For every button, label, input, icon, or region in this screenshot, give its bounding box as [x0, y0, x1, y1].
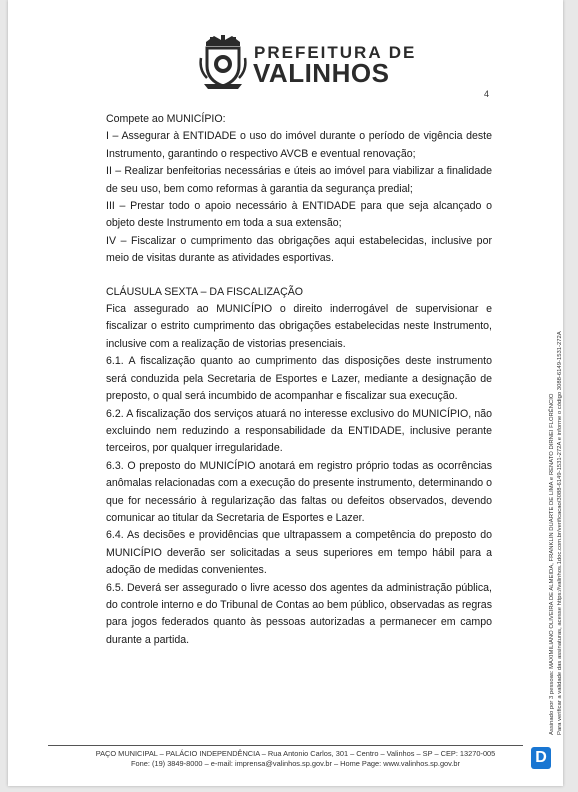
clause-title: CLÁUSULA SEXTA – DA FISCALIZAÇÃO [106, 285, 304, 298]
signature-verification: Para verificar a validade das assinaturas, acesse https://valinhos.1doc.com.br/verificacao/3088-6149-1531-272A e informe o código 3088-6149-1531-272A [557, 331, 563, 735]
clause-paragraph: 6.3. O preposto do MUNICÍPIO anotará em registro próprio todas as ocorrências anômalas relacionadas com a execução do presente instrumento, determinando o que for necessário à regularização das faltas ou defeitos observados, devendo comunicar ao titular da Secretaria de Esportes e Lazer. [106, 459, 492, 524]
brand-valinhos-text: VALINHOS [253, 58, 390, 88]
footer-contact: Fone: (19) 3849-8000 – e-mail: imprensa@valinhos.sp.gov.br – Home Page: www.valinhos.sp.gov.br [131, 759, 460, 768]
paragraph-spacer [106, 268, 492, 284]
clause-paragraph: Fica assegurado ao MUNICÍPIO o direito inderrogável de supervisionar e fiscalizar o estrito cumprimento das obrigações estabelecidas neste Instrumento, inclusive com a realização de vistorias presenciais. [106, 303, 492, 350]
footer-divider [48, 745, 523, 746]
clause-paragraph: 6.2. A fiscalização dos serviços atuará no interesse exclusivo do MUNICÍPIO, não excluindo nem reduzindo a responsabilidade da ENTIDADE, inclusive perante terceiros, por qualquer irregularidade. [106, 407, 492, 455]
page-footer [48, 749, 543, 769]
brand-prefeitura-text: PREFEITURA DE [254, 43, 417, 62]
clause-paragraph: 6.4. As decisões e providências que ultrapassem a competência do preposto do MUNICÍPIO deverão ser solicitadas a seus superiores em tempo hábil para a adoção de medidas convenientes. [106, 529, 492, 577]
signature-notice [548, 331, 564, 735]
document-page [8, 0, 563, 786]
obligation-item-2: II – Realizar benfeitorias necessárias e úteis ao imóvel para viabilizar a finalidade de seu uso, bem como reformas à garantia da segurança predial; [106, 165, 492, 195]
obligation-item-4: IV – Fiscalizar o cumprimento das obrigações aqui estabelecidas, inclusive por meio de visitas durante as atividades esportivas. [106, 234, 492, 265]
clause-paragraph: 6.1. A fiscalização quanto ao cumprimento das disposições deste instrumento será conduzida pela Secretaria de Esportes e Lazer, mediante a designação de preposto, o qual será incumbido de acompanhar e fiscalizar sua execução. [106, 355, 492, 403]
1doc-badge-icon[interactable]: D [531, 747, 551, 769]
obligation-item-3: III – Prestar todo o apoio necessário à ENTIDADE para que seja alcançado o objeto deste Instrumento em toda a sua extensão; [106, 200, 492, 230]
page-number: 4 [484, 89, 490, 99]
signature-signers: Assinado por 3 pessoas: MAXIMILIANO OLIVEIRA DE ALMEIDA, FRANKLIN DUARTE DE LIMA e RENATO DIRNEI FLORÊNCIO [549, 393, 555, 735]
document-body [106, 111, 492, 649]
obligation-item-1: I – Assegurar à ENTIDADE o uso do imóvel durante o período de vigência deste Instrumento, garantindo o respectivo AVCB e eventual renovação; [106, 130, 492, 160]
lead-paragraph: Compete ao MUNICÍPIO: [106, 113, 226, 125]
clause-paragraph: 6.5. Deverá ser assegurado o livre acesso dos agentes da administração pública, do controle interno e do Tribunal de Contas ao bem público, observadas as regras para jogos federados quanto às pessoas autorizadas a permanecer em campo durante a partida. [106, 581, 492, 646]
municipal-crest-icon [198, 32, 248, 90]
prefeitura-logo [198, 32, 417, 92]
footer-address: PAÇO MUNICIPAL – PALÁCIO INDEPENDÊNCIA – Rua Antonio Carlos, 301 – Centro – Valinhos – SP – CEP: 13270-005 [95, 749, 496, 758]
